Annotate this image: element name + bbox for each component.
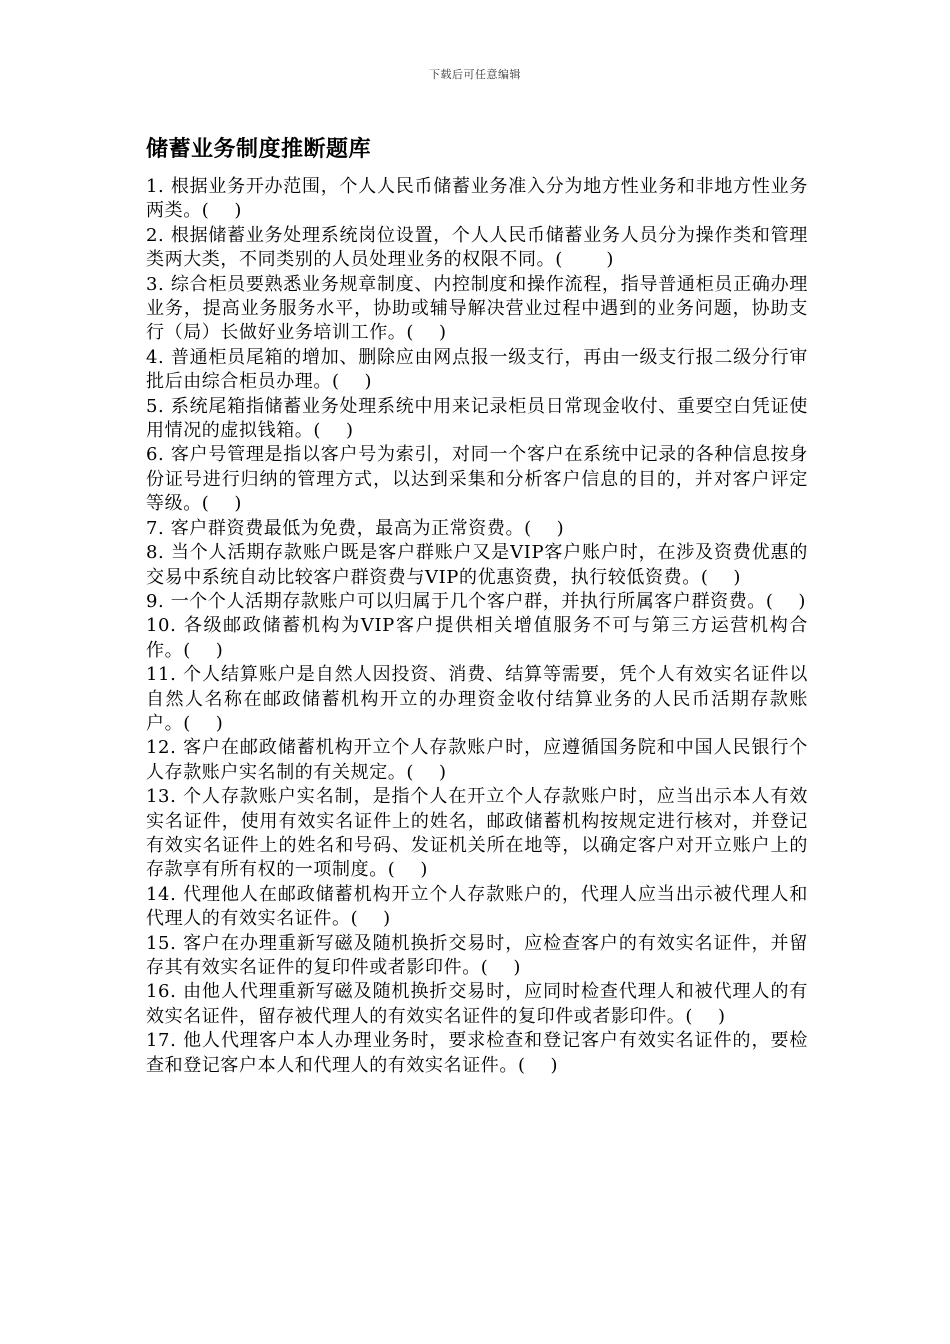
question-item: 7. 客户群资费最低为免费，最高为正常资费。( ) (146, 517, 565, 539)
question-item: 11. 个人结算账户是自然人因投资、消费、结算等需要，凭个人有效实名证件以自然人名称在邮政储蓄机构开立的办理资金收付结算业务的人民币活期存款账户。( ) (146, 664, 808, 734)
question-item: 16. 由他人代理重新写磁及随机换折交易时，应同时检查代理人和被代理人的有效实名证件，留存被代理人的有效实名证件的复印件或者影印件。( ) (146, 981, 808, 1027)
question-item: 13. 个人存款账户实名制，是指个人在开立个人存款账户时，应当出示本人有效实名证件，使用有效实名证件上的姓名，邮政储蓄机构按规定进行核对，并登记有效实名证件上的姓名和号码、发证机关所在地等，以确定客户对开立账户上的存款享有所有权的一项制度。( ) (146, 786, 808, 881)
question-item: 15. 客户在办理重新写磁及随机换折交易时，应检查客户的有效实名证件，并留存其有效实名证件的复印件或者影印件。( ) (146, 932, 808, 978)
question-item: 10. 各级邮政储蓄机构为VIP客户提供相关增值服务不可与第三方运营机构合作。( ) (146, 615, 808, 661)
question-item: 4. 普通柜员尾箱的增加、删除应由网点报一级支行，再由一级支行报二级分行审批后由综合柜员办理。( ) (146, 346, 808, 393)
question-item: 17. 他人代理客户本人办理业务时，要求检查和登记客户有效实名证件的，要检查和登记客户本人和代理人的有效实名证件。( ) (146, 1030, 808, 1076)
question-item: 9. 一个个人活期存款账户可以归属于几个客户群，并执行所属客户群资费。( ) (146, 590, 807, 612)
question-item: 6. 客户号管理是指以客户号为索引，对同一个客户在系统中记录的各种信息按身份证号进行归纳的管理方式，以达到采集和分析客户信息的目的，并对客户评定等级。( ) (146, 444, 808, 515)
question-item: 1. 根据业务开办范围，个人人民币储蓄业务准入分为地方性业务和非地方性业务两类。( ) (146, 176, 808, 222)
question-item: 12. 客户在邮政储蓄机构开立个人存款账户时，应遵循国务院和中国人民银行个人存款账户实名制的有关规定。( ) (146, 737, 808, 783)
question-item: 8. 当个人活期存款账户既是客户群账户又是VIP客户账户时，在涉及资费优惠的交易中系统自动比较客户群资费与VIP的优惠资费，执行较低资费。( ) (146, 542, 808, 588)
question-item: 14. 代理他人在邮政储蓄机构开立个人存款账户的，代理人应当出示被代理人和代理人的有效实名证件。( ) (146, 883, 808, 930)
header-note: 下载后可任意编辑 (429, 68, 521, 81)
question-item: 5. 系统尾箱指储蓄业务处理系统中用来记录柜员日常现金收付、重要空白凭证使用情况的虚拟钱箱。( ) (146, 395, 808, 442)
question-item: 3. 综合柜员要熟悉业务规章制度、内控制度和操作流程，指导普通柜员正确办理业务，提高业务服务水平，协助或辅导解决营业过程中遇到的业务问题，协助支行（局）长做好业务培训工作。( ) (146, 273, 808, 344)
question-list (146, 175, 808, 1078)
document-title: 储蓄业务制度推断题库 (146, 137, 372, 162)
question-item: 2. 根据储蓄业务处理系统岗位设置，个人人民币储蓄业务人员分为操作类和管理类两大类，不同类别的人员处理业务的权限不同。( ) (146, 224, 808, 271)
